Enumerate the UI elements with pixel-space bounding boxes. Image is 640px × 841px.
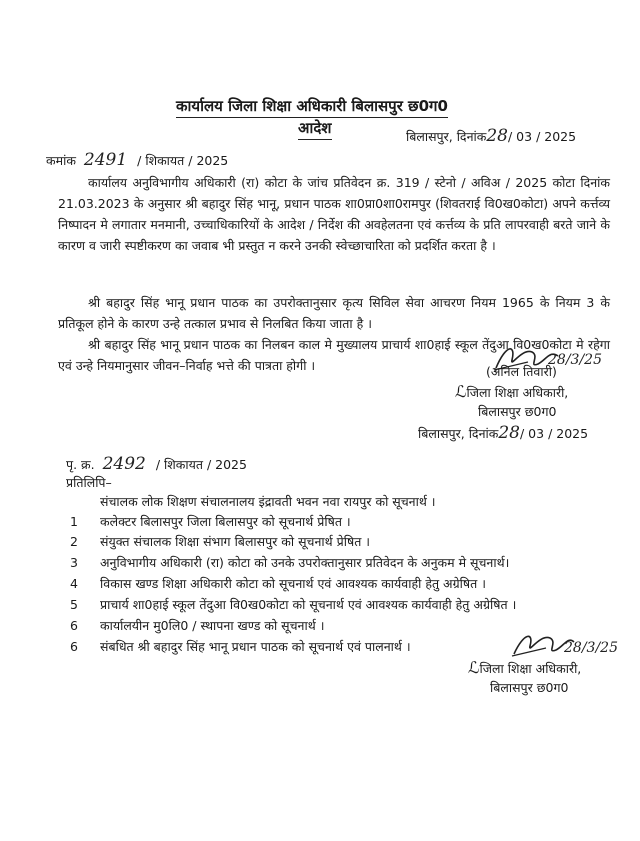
order-heading: आदेश: [298, 118, 332, 140]
copy-list-item: 6 संबधित श्री बहादुर सिंह भानू प्रधान पाठक को सूचनार्थ एवं पालनार्थ ।: [70, 639, 411, 654]
order-reference: [46, 152, 228, 169]
order-paragraph-2: श्री बहादुर सिंह भानू प्रधान पाठक का उपरोक्तानुसार कृत्य सिविल सेवा आचरण नियम 1965 के नियम 3 के प्रतिकूल होने के कारण उन्हे तत्काल प्रभाव से निलबित किया जाता है ।: [58, 295, 610, 331]
copy-list-item: संचालक लोक शिक्षण संचालनालय इंद्रावती भवन नवा रायपुर को सूचनार्थ ।: [100, 494, 436, 509]
office-title: कार्यालय जिला शिक्षा अधिकारी बिलासपुर छ0ग0: [176, 96, 448, 118]
copy-list-item: 1 कलेक्टर बिलासपुर जिला बिलासपुर को सूचनार्थ प्रेषित ।: [70, 514, 351, 529]
place-date-prefix: बिलासपुर, दिनांक: [406, 129, 487, 144]
order-paragraph-3: श्री बहादुर सिंह भानू प्रधान पाठक का निलबन काल मे मुख्यालय प्राचार्य शा0हाई स्कूल तेंदुआ वि0ख0कोटा मे रहेगा एवं उन्हे नियमानुसार जीवन–निर्वाह भत्ते की पात्रता होगी ।: [58, 337, 610, 373]
signature-2-date: 28/3/25: [564, 640, 618, 656]
copy-list-item: 4 विकास खण्ड शिक्षा अधिकारी कोटा को सूचनार्थ एवं आवश्यक कार्यवाही हेतु अग्रेषित ।: [70, 576, 486, 591]
handwritten-copy-number: 2492: [102, 454, 146, 474]
handwritten-order-number: 2491: [83, 150, 128, 170]
date-rest: / 03 / 2025: [508, 129, 577, 144]
signature-1-date-line: बिलासपुर, दिनांक28/ 03 / 2025: [418, 423, 589, 443]
order-paragraph-1: कार्यालय अनुविभागीय अधिकारी (रा) कोटा के जांच प्रतिवेदन क्र. 319 / स्टेनो / अविअ / 2025 कोटा दिनांक 21.03.2023 के अनुसार श्री बहादुर सिंह भानू, प्रधान पाठक शा0प्रा0शा0रामपुर (शिवतराई वि0ख0कोटा) अपने कर्त्तव्य निष्पादन मे लगातार मनमानी, उच्चाधिकारियों के आदेश / निर्देश की अवहेलतना एवं कर्त्तव्य के प्रति लापरवाही बरते जाने के कारण व जारी स्पष्टीकरण का जवाब भी प्रस्तुत न करने उनकी स्वेच्छाचारिता को प्रदर्शित करता है ।: [58, 175, 610, 253]
copy-ref-suffix: / शिकायत / 2025: [155, 457, 247, 472]
copy-ref-prefix: पृ. क्र.: [66, 457, 95, 472]
copy-list-item: 3 अनुविभागीय अधिकारी (रा) कोटा को उनके उपरोक्तानुसार प्रतिवेदन के अनुकम मे सूचनार्थ।: [70, 555, 510, 570]
copy-heading: प्रतिलिपि–: [66, 475, 112, 490]
signature-1-designation: ℒजिला शिक्षा अधिकारी,: [455, 382, 569, 401]
copy-list-item: 2 संयुक्त संचालक शिक्षा संभाग बिलासपुर को सूचनार्थ प्रेषित ।: [70, 534, 371, 549]
handwritten-date-day: 28: [486, 126, 508, 146]
order-ref-prefix: कमांक: [46, 153, 76, 168]
handwritten-date-day-2: 28: [498, 423, 520, 443]
signature-1-place: बिलासपुर छ0ग0: [478, 404, 557, 419]
copy-list-item: 6 कार्यालयीन मु0लि0 / स्थापना खण्ड को सूचनार्थ ।: [70, 618, 325, 633]
signature-2-designation: ℒजिला शिक्षा अधिकारी,: [468, 658, 582, 677]
signature-1-date: 28/3/25: [548, 352, 602, 368]
copy-reference: [66, 456, 247, 473]
header-place-date: [406, 128, 576, 145]
order-ref-suffix: / शिकायत / 2025: [137, 153, 229, 168]
signature-1-name: (अनिल तिवारी): [486, 364, 557, 379]
signature-2-place: बिलासपुर छ0ग0: [490, 680, 569, 695]
copy-list-item: 5 प्राचार्य शा0हाई स्कूल तेंदुआ वि0ख0कोटा को सूचनार्थ एवं आवश्यक कार्यवाही हेतु अग्रेषित ।: [70, 597, 517, 612]
